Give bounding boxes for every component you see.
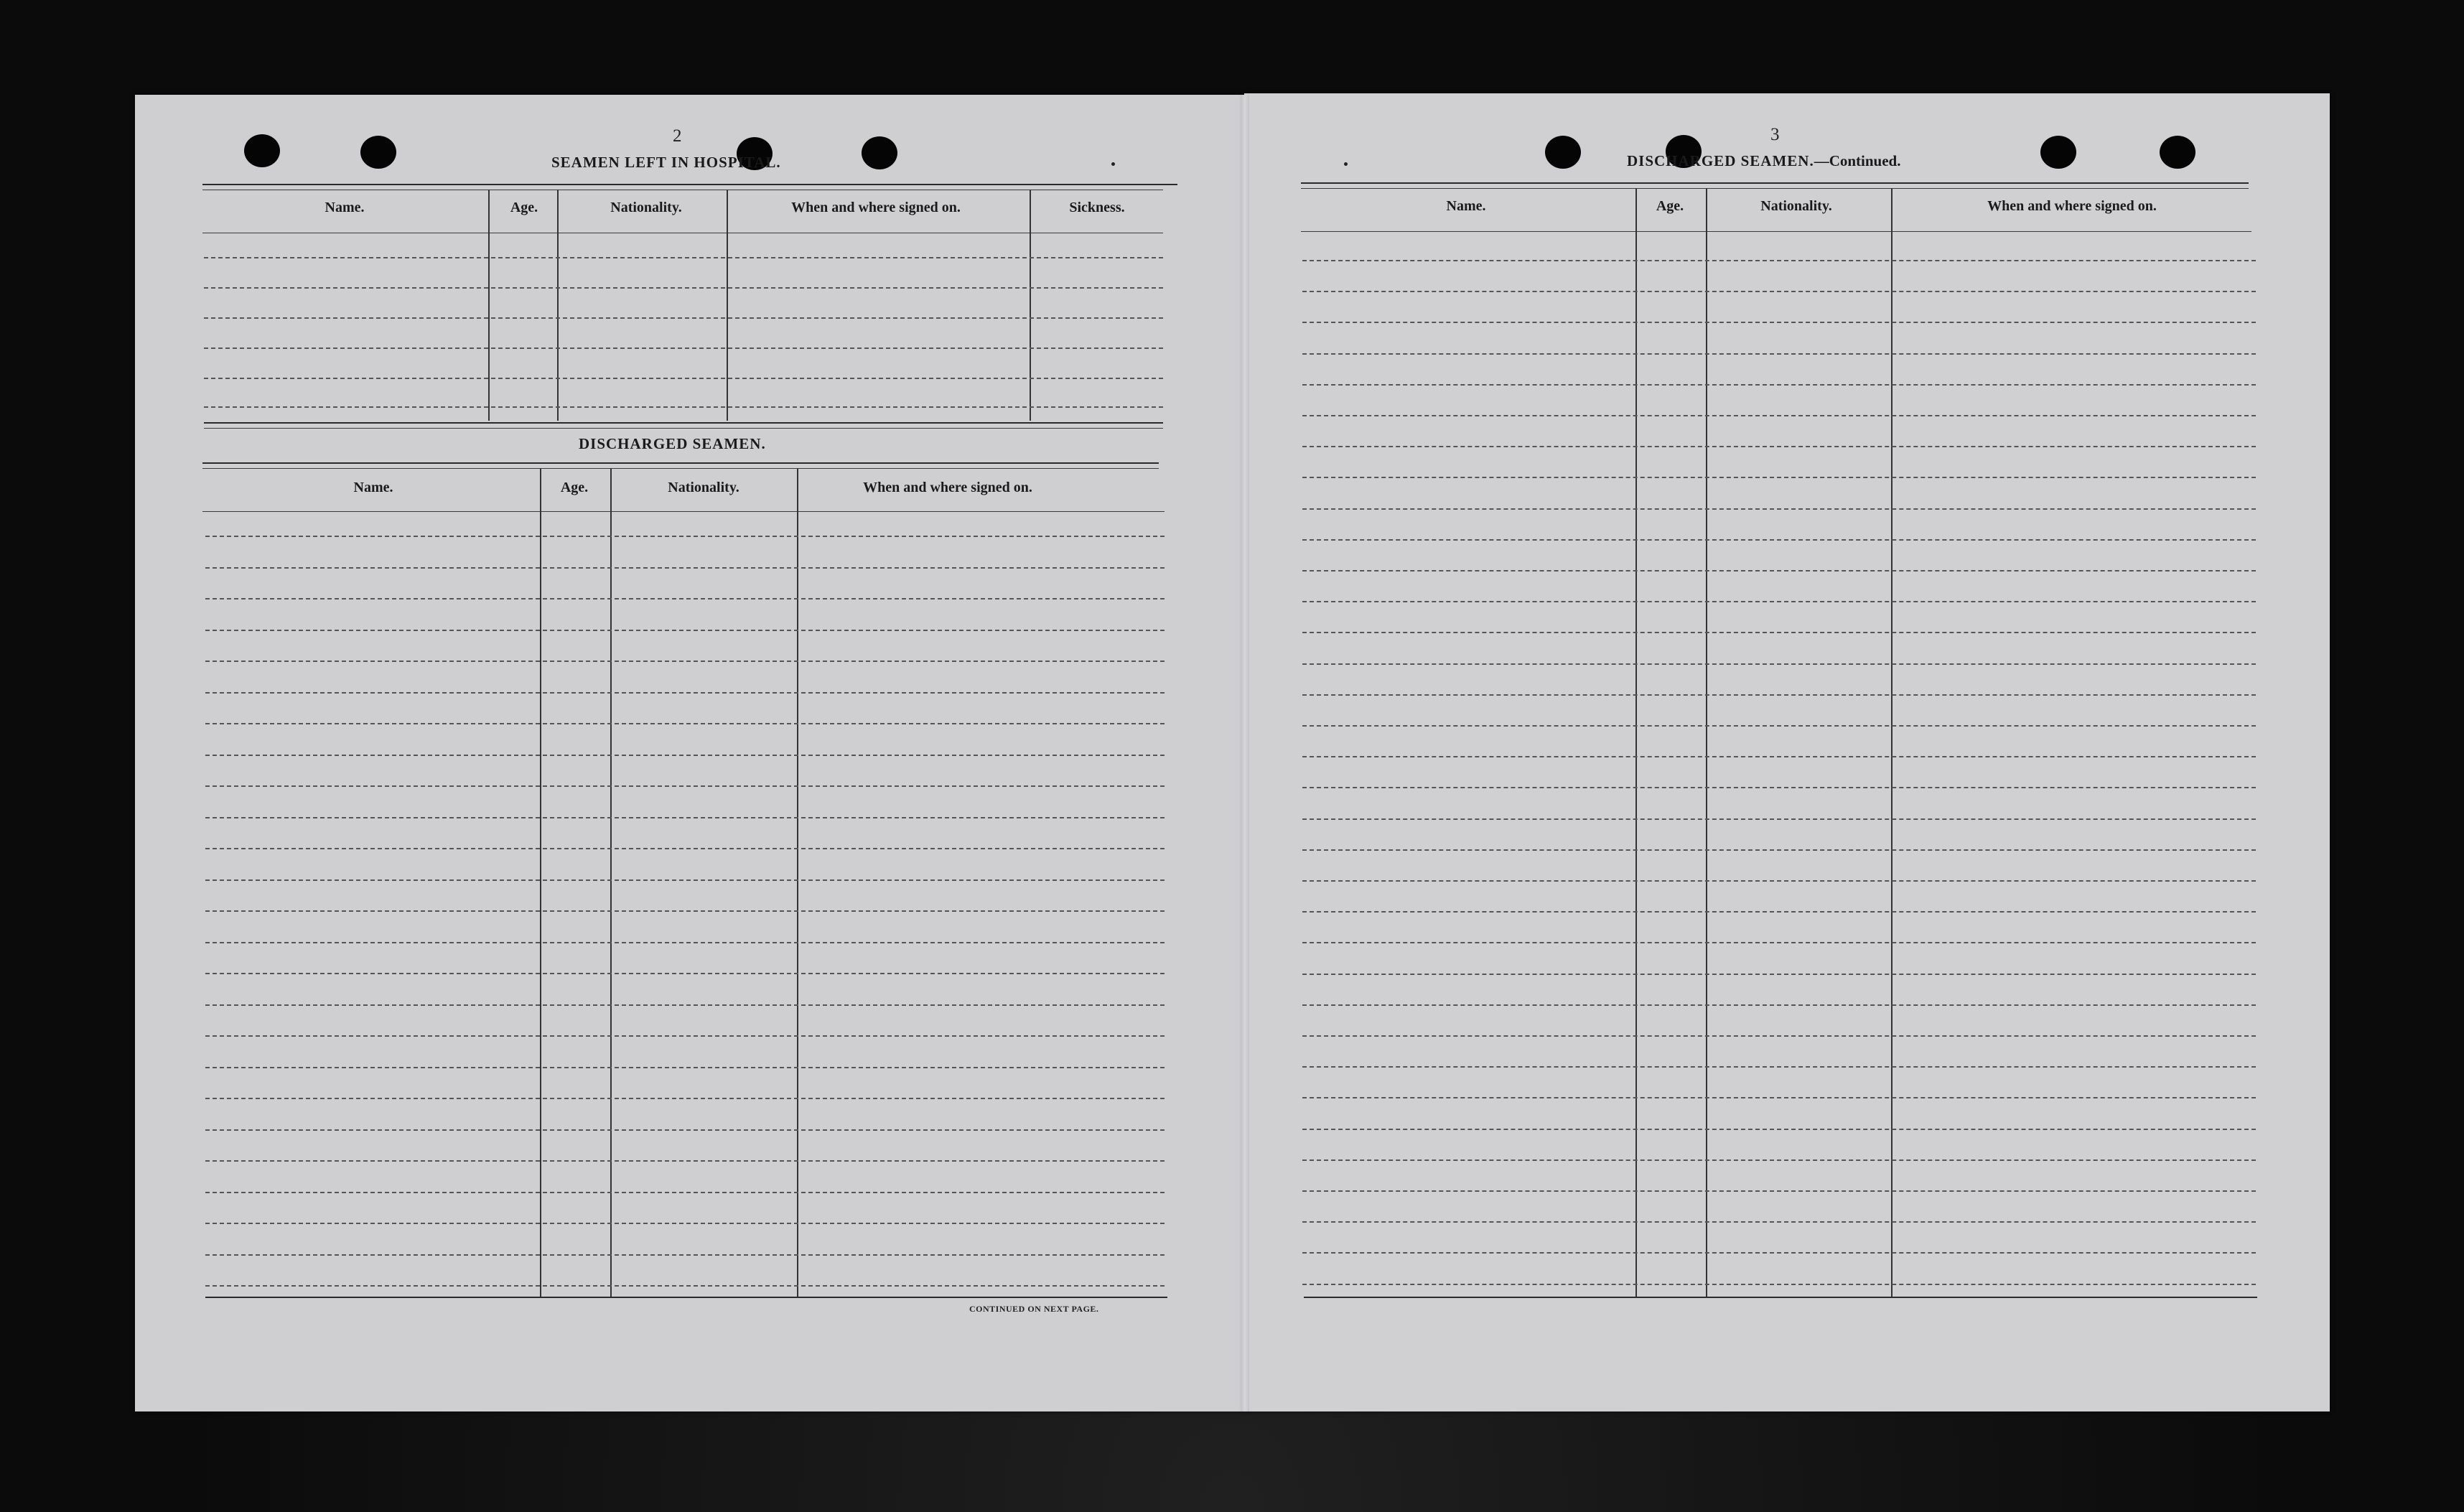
entry-line	[1302, 260, 2256, 261]
entry-line	[1302, 787, 2256, 788]
entry-line	[205, 785, 1165, 787]
entry-line	[1302, 508, 2256, 510]
column-header-nationality: Nationality.	[1760, 198, 1832, 214]
table-rule	[202, 511, 1165, 512]
entry-line	[205, 910, 1165, 912]
entry-line	[205, 1035, 1165, 1037]
punch-hole	[2160, 136, 2195, 169]
entry-line	[205, 1004, 1165, 1006]
entry-line	[1302, 1004, 2256, 1006]
column-divider	[610, 468, 612, 1297]
column-header-nationality: Nationality.	[610, 200, 682, 215]
table-rule	[202, 462, 1159, 464]
entry-line	[205, 879, 1165, 881]
table-rule	[204, 422, 1163, 424]
entry-line	[1302, 601, 2256, 602]
column-header-signed-on: When and where signed on.	[863, 480, 1032, 495]
entry-line	[1302, 911, 2256, 913]
punch-hole	[2040, 136, 2076, 169]
entry-line	[205, 848, 1165, 849]
entry-line	[204, 406, 1163, 408]
bleed-through-text	[215, 194, 228, 230]
column-divider	[557, 190, 559, 421]
column-header-sickness: Sickness.	[1069, 200, 1125, 215]
entry-line	[1302, 570, 2256, 571]
entry-line	[205, 1129, 1165, 1131]
entry-line	[205, 1254, 1165, 1256]
entry-line	[1302, 291, 2256, 292]
discharged-title-cont: —Continued.	[1814, 152, 1901, 169]
table-rule	[1301, 182, 2249, 184]
entry-line	[1302, 1066, 2256, 1068]
entry-line	[205, 630, 1165, 631]
entry-line	[205, 1223, 1165, 1224]
entry-line	[205, 942, 1165, 943]
entry-line	[205, 1192, 1165, 1193]
entry-line	[204, 257, 1163, 258]
entry-line	[205, 723, 1165, 724]
entry-line	[1302, 942, 2256, 943]
table-rule	[202, 184, 1177, 185]
entry-line	[204, 287, 1163, 289]
table-rule	[204, 428, 1163, 429]
column-header-age: Age.	[510, 200, 538, 215]
column-header-age: Age.	[1656, 198, 1684, 214]
entry-line	[1302, 632, 2256, 633]
column-header-signed-on: When and where signed on.	[1987, 198, 2157, 214]
entry-line	[1302, 880, 2256, 882]
column-divider	[540, 468, 541, 1297]
entry-line	[205, 817, 1165, 818]
table-rule	[202, 468, 1159, 469]
entry-line	[204, 317, 1163, 319]
punch-hole	[862, 136, 897, 169]
page-number: 3	[1770, 125, 1780, 144]
column-header-age: Age.	[560, 480, 589, 495]
entry-line	[1302, 1035, 2256, 1037]
entry-line	[205, 1067, 1165, 1068]
entry-line	[1302, 539, 2256, 541]
page-fold	[1241, 95, 1249, 1411]
left-page	[135, 95, 1244, 1411]
column-divider	[1706, 188, 1707, 1297]
entry-line	[1302, 849, 2256, 851]
entry-line	[1302, 446, 2256, 447]
entry-line	[1302, 477, 2256, 478]
discharged-continued-title	[1627, 152, 1900, 170]
entry-line	[205, 1285, 1165, 1287]
discharged-section-title: DISCHARGED SEAMEN.	[579, 435, 766, 452]
entry-line	[1302, 1097, 2256, 1098]
entry-line	[1302, 1129, 2256, 1130]
hospital-section-title: SEAMEN LEFT IN HOSPITAL.	[551, 154, 781, 171]
table-rule	[1301, 188, 2249, 189]
entry-line	[1302, 1190, 2256, 1192]
table-rule	[205, 1297, 1167, 1298]
entry-line	[205, 598, 1165, 599]
entry-line	[1302, 353, 2256, 355]
printer-dot	[1344, 162, 1348, 166]
entry-line	[205, 536, 1165, 537]
column-divider	[797, 468, 798, 1297]
punch-hole	[244, 134, 280, 167]
entry-line	[1302, 756, 2256, 757]
entry-line	[1302, 663, 2256, 665]
entry-line	[205, 755, 1165, 756]
column-header-name: Name.	[325, 200, 365, 215]
entry-line	[1302, 818, 2256, 820]
entry-line	[205, 661, 1165, 662]
column-divider	[1891, 188, 1893, 1297]
column-divider	[1030, 190, 1031, 421]
table-rule	[1301, 231, 2251, 232]
continued-note: CONTINUED ON NEXT PAGE.	[969, 1304, 1099, 1314]
entry-line	[1302, 974, 2256, 975]
entry-line	[204, 347, 1163, 349]
entry-line	[1302, 1159, 2256, 1161]
entry-line	[1302, 694, 2256, 696]
entry-line	[1302, 1221, 2256, 1223]
entry-line	[1302, 725, 2256, 727]
column-header-name: Name.	[1446, 198, 1486, 214]
entry-line	[1302, 1284, 2256, 1285]
entry-line	[1302, 1252, 2256, 1254]
entry-line	[205, 1160, 1165, 1162]
table-rule	[1304, 1297, 2257, 1298]
entry-line	[205, 973, 1165, 974]
entry-line	[1302, 322, 2256, 323]
column-header-signed-on: When and where signed on.	[791, 200, 961, 215]
column-divider	[727, 190, 728, 421]
page-number: 2	[673, 126, 682, 146]
entry-line	[205, 692, 1165, 694]
punch-hole	[360, 136, 396, 169]
printer-dot	[1111, 162, 1115, 166]
column-header-nationality: Nationality.	[668, 480, 739, 495]
column-divider	[1635, 188, 1637, 1297]
discharged-title-main: DISCHARGED SEAMEN.	[1627, 152, 1814, 169]
entry-line	[1302, 384, 2256, 386]
column-header-name: Name.	[353, 480, 393, 495]
entry-line	[205, 1098, 1165, 1099]
entry-line	[1302, 415, 2256, 416]
column-divider	[488, 190, 490, 421]
entry-line	[205, 567, 1165, 569]
punch-hole	[1545, 136, 1581, 169]
entry-line	[204, 378, 1163, 379]
